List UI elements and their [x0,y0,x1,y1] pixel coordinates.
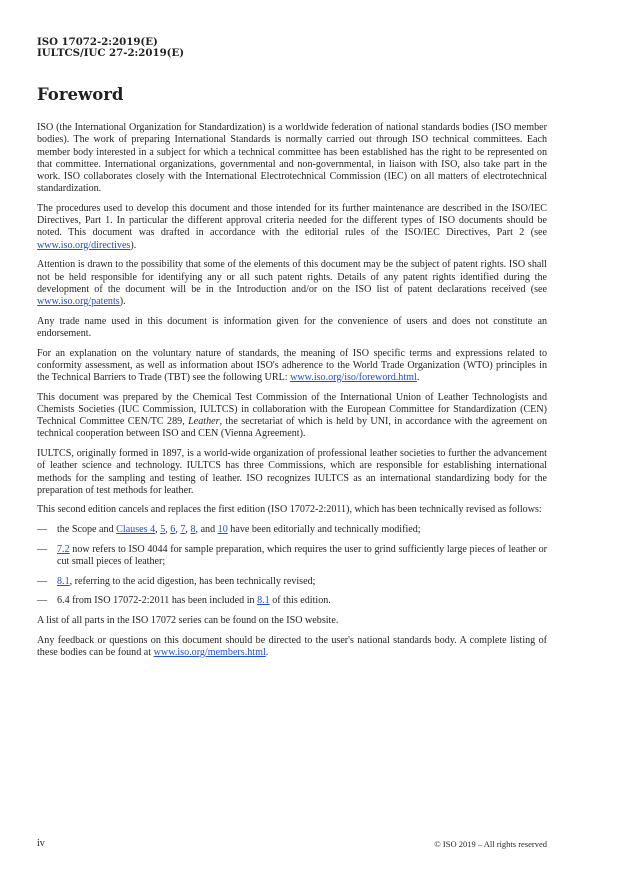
paragraph-second-edition: This second edition cancels and replaces the first edition (ISO 17072-2:2011), which has been technically revised as follows: [37,504,542,516]
link-subclause-7-2[interactable]: 7.2 [57,543,70,555]
change-list-item: — the Scope and Clauses 4, 5, 6, 7, 8, and 10 have been editorially and technically modified; [37,524,421,536]
paragraph-feedback: Any feedback or questions on this document should be directed to the user's national standards body. A complete listing of these bodies can be found at www.iso.org/members.html. [37,634,547,658]
paragraph-prepared-by: This document was prepared by the Chemical Test Commission of the International Union of Leather Technologists and Chemists Societies (IUC Commission, IULTCS) in collaboration with the European Committee for Standardization (CEN) Technical Committee CEN/TC 289, Leather, the secretariat of which is held by UNI, in accordance with the agreement on technical cooperation between ISO and CEN (Vienna Agreement). [37,391,547,440]
link-foreword[interactable]: www.iso.org/iso/foreword.html [290,372,417,384]
paragraph-procedures: The procedures used to develop this document and those intended for its further maintenance are described in the ISO/IEC Directives, Part 1. In particular the different approval criteria needed for the different types of ISO documents should be noted. This document was drafted in accordance with the editorial rules of the ISO/IEC Directives, Part 2 (see www.iso.org/directives). [37,202,547,251]
paragraph-iultcs: IULTCS, originally formed in 1897, is a world-wide organization of professional leather societies to further the advancement of leather science and technology. IULTCS has three Commissions, which are responsible for establishing international methods for the sampling and testing of leather. ISO recognizes IULTCS as an international standardizing body for the preparation of test methods for leather. [37,448,547,496]
doc-id-iultcs: IULTCS/IUC 27-2:2019(E) [37,47,185,59]
link-clause-7[interactable]: 7 [180,524,186,536]
page-title: Foreword [37,85,124,104]
copyright-notice: © ISO 2019 – All rights reserved [434,839,547,849]
document-identifier [37,37,184,59]
paragraph-patents: Attention is drawn to the possibility that some of the elements of this document may be the subject of patent rights. ISO shall not be held responsible for identifying any or all such patent rights. Details of any patent rights identified during the development of the document will be in the Introduction and/or on the ISO list of patent declarations received (see www.iso.org/patents). [37,259,547,308]
paragraph-voluntary-nature: For an explanation on the voluntary nature of standards, the meaning of ISO specific terms and expressions related to conformity assessment, as well as information about ISO's adherence to the World Trade Organization (WTO) principles in the Technical Barriers to Trade (TBT) see the following URL: www.iso.org/iso/foreword.html. [37,347,547,384]
dash-bullet: — [37,524,48,536]
link-patents[interactable]: www.iso.org/patents [37,296,120,308]
link-subclause-8-1[interactable]: 8.1 [57,575,70,587]
link-clause-6[interactable]: 6 [170,524,176,536]
dash-bullet: — [37,543,48,555]
page-number: iv [37,838,45,849]
link-clause-8[interactable]: 8 [190,524,196,536]
paragraph-trade-name: Any trade name used in this document is information given for the convenience of users and does not constitute an endorsement. [37,315,547,339]
link-members[interactable]: www.iso.org/members.html [153,646,266,658]
change-list-item: — 8.1, referring to the acid digestion, has been technically revised; [37,575,316,587]
dash-bullet: — [37,575,48,587]
dash-bullet: — [37,595,48,607]
doc-id-iso: ISO 17072-2:2019(E) [37,36,158,48]
change-list-item: — 7.2 now refers to ISO 4044 for sample preparation, which requires the user to grind sufficiently large pieces of leather or cut small pieces of leather; [37,543,547,568]
link-subclause-8-1-edition[interactable]: 8.1 [257,595,270,607]
link-clause-5[interactable]: 5 [160,524,166,536]
paragraph-series-list: A list of all parts in the ISO 17072 series can be found on the ISO website. [37,614,339,626]
link-clause-4[interactable]: Clauses 4 [116,524,156,536]
paragraph-iso-intro: ISO (the International Organization for Standardization) is a worldwide federation of national standards bodies (ISO member bodies). The work of preparing International Standards is normally carried out through ISO technical committees. Each member body interested in a subject for which a technical committee has been established has the right to be represented on that committee. International organizations, governmental and non-governmental, in liaison with ISO, also take part in the work. ISO collaborates closely with the International Electrotechnical Commission (IEC) on all matters of electrotechnical standardization. [37,122,547,195]
link-clause-10[interactable]: 10 [217,524,228,536]
foreword-body [37,122,547,666]
change-list-item: — 6.4 from ISO 17072-2:2011 has been included in 8.1 of this edition. [37,595,331,607]
link-directives[interactable]: www.iso.org/directives [37,239,131,251]
